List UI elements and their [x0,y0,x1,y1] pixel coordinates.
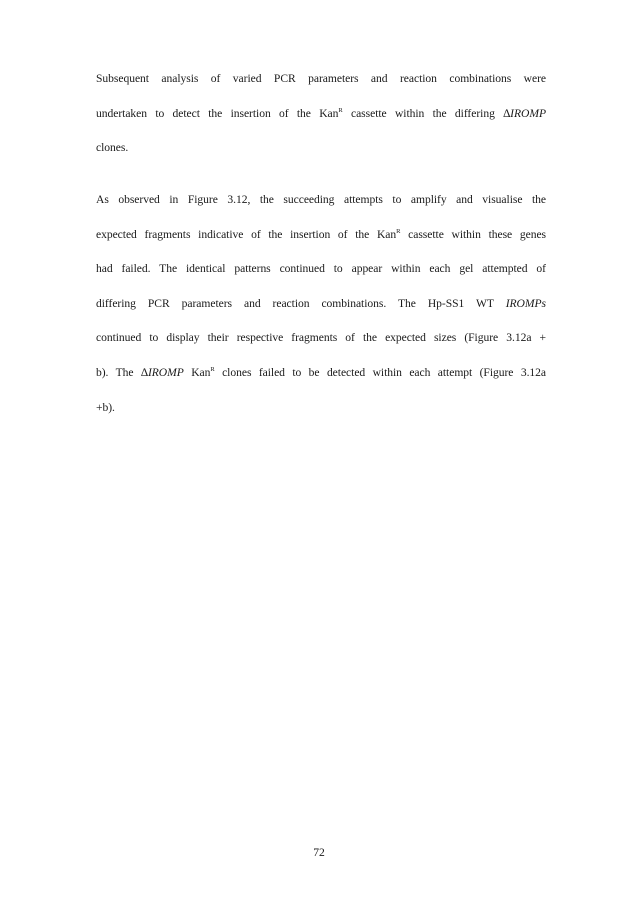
text-run: b). The [96,365,141,379]
text-run: As observed in Figure 3.12, the succeeding attempts to amplify and visualise the [96,193,546,206]
text-line [96,391,546,426]
text-run: undertaken to detect the insertion of the Kan [96,106,339,120]
text-line [96,183,546,218]
text-line [96,287,546,322]
text-run: had failed. The identical patterns continued to appear within each gel attempted of [96,262,546,276]
superscript: R [338,106,343,114]
text-line [96,131,546,166]
paragraph-1 [96,62,546,166]
text-run: differing PCR parameters and reaction combinations. The Hp-SS1 WT [96,296,506,310]
text-run: expected fragments indicative of the insertion of the Kan [96,227,397,241]
text-line [96,97,546,132]
text-line [96,356,546,391]
text-run: cassette within these genes [400,227,547,241]
italic-term: ∆IROMP [140,365,184,379]
text-run: Kan [183,365,211,379]
superscript: R [396,227,401,235]
paragraph-2 [96,183,546,425]
page-number: 72 [313,846,325,859]
text-run: continued to display their respective fragments of the expected sizes (Figure 3.12a + [96,331,546,345]
text-line [96,218,546,253]
text-run: +b). [96,400,115,414]
italic-term: IROMPs [505,296,546,310]
text-line [96,321,546,356]
text-run: clones. [96,141,129,155]
text-run: cassette within the differing [342,106,504,120]
text-run: Subsequent analysis of varied PCR parameters and reaction combinations were [96,72,546,85]
superscript: R [210,365,215,373]
text-line [96,252,546,287]
text-line [96,62,546,97]
italic-term: ∆IROMP [503,106,546,120]
text-run: clones failed to be detected within each attempt (Figure 3.12a [214,365,547,379]
